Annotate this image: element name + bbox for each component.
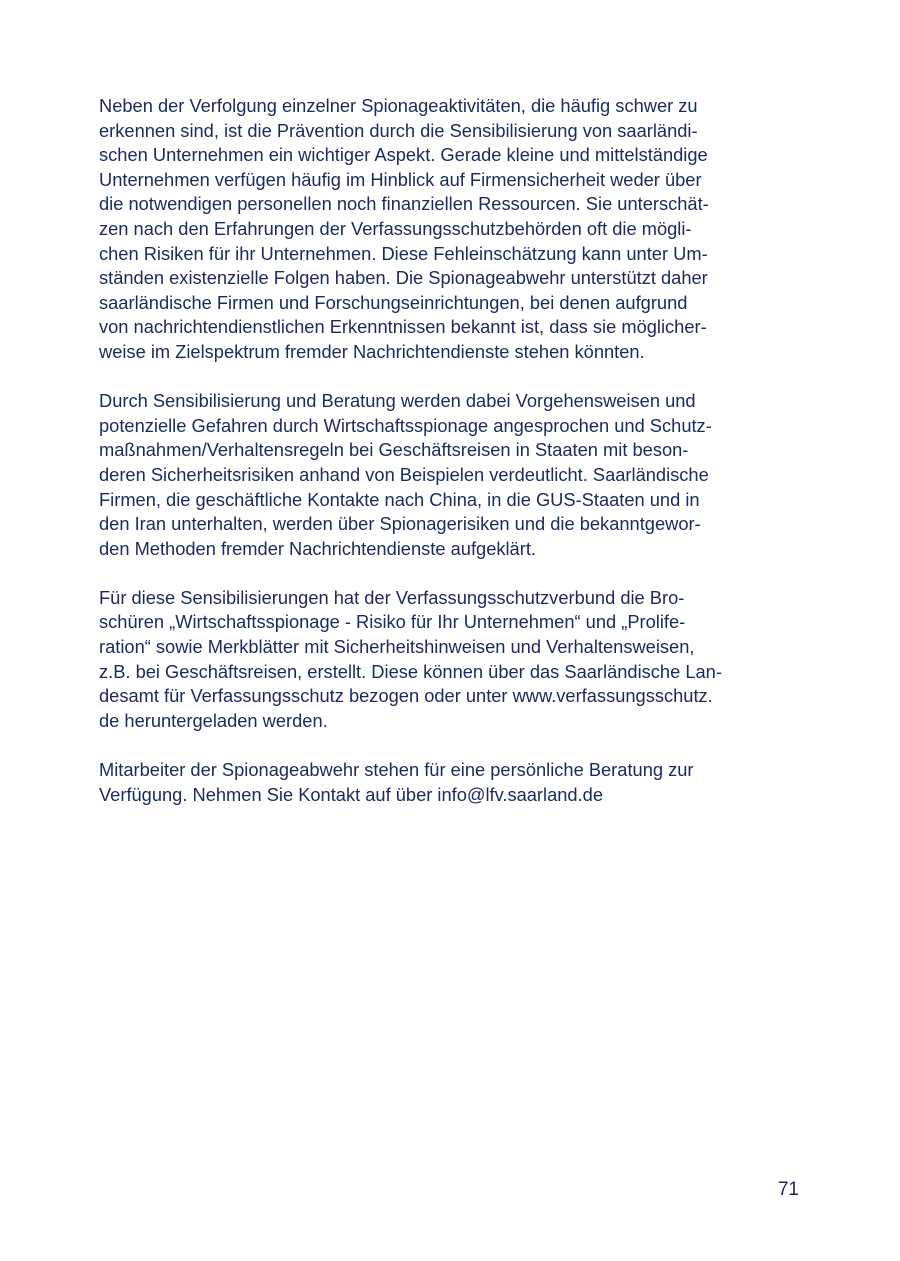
text-line: ständen existenzielle Folgen haben. Die Spionageabwehr unterstützt daher	[99, 267, 708, 289]
text-line: maßnahmen/Verhaltensregeln bei Geschäftsreisen in Staaten mit beson-	[99, 439, 689, 461]
paragraph-brochures	[99, 586, 801, 734]
text-line: ration“ sowie Merkblätter mit Sicherheitshinweisen und Verhaltensweisen,	[99, 636, 695, 658]
text-line: de heruntergeladen werden.	[99, 709, 328, 731]
text-line: saarländische Firmen und Forschungseinrichtungen, bei denen aufgrund	[99, 291, 688, 313]
text-line: Durch Sensibilisierung und Beratung werden dabei Vorgehensweisen und	[99, 390, 696, 412]
text-line: die notwendigen personellen noch finanziellen Ressourcen. Sie unterschät-	[99, 193, 709, 215]
text-line: den Iran unterhalten, werden über Spionagerisiken und die bekanntgewor-	[99, 513, 701, 535]
text-line: schen Unternehmen ein wichtiger Aspekt. Gerade kleine und mittelständige	[99, 144, 708, 166]
text-line: zen nach den Erfahrungen der Verfassungsschutzbehörden oft die mögli-	[99, 217, 692, 239]
text-line: Mitarbeiter der Spionageabwehr stehen für eine persönliche Beratung zur	[99, 759, 694, 781]
text-line: erkennen sind, ist die Prävention durch die Sensibilisierung von saarländi-	[99, 119, 698, 141]
text-line: Unternehmen verfügen häufig im Hinblick auf Firmensicherheit weder über	[99, 168, 702, 190]
paragraph-prevention	[99, 94, 801, 365]
text-line: potenzielle Gefahren durch Wirtschaftsspionage angesprochen und Schutz-	[99, 414, 712, 436]
text-line: Für diese Sensibilisierungen hat der Verfassungsschutzverbund die Bro-	[99, 586, 685, 608]
text-line: deren Sicherheitsrisiken anhand von Beispielen verdeutlicht. Saarländische	[99, 463, 709, 485]
page-number: 71	[777, 1179, 799, 1200]
paragraph-contact	[99, 758, 801, 807]
paragraph-sensitization	[99, 389, 801, 561]
text-line: z.B. bei Geschäftsreisen, erstellt. Diese können über das Saarländische Lan-	[99, 660, 722, 682]
text-line: Neben der Verfolgung einzelner Spionageaktivitäten, die häufig schwer zu	[99, 95, 698, 116]
text-line: schüren „Wirtschaftsspionage - Risiko für Ihr Unternehmen“ und „Prolife-	[99, 611, 686, 633]
body-text	[99, 94, 801, 832]
text-line: Firmen, die geschäftliche Kontakte nach China, in die GUS-Staaten und in	[99, 488, 700, 510]
text-line: den Methoden fremder Nachrichtendienste aufgeklärt.	[99, 537, 536, 559]
text-line: von nachrichtendienstlichen Erkenntnissen bekannt ist, dass sie möglicher-	[99, 316, 707, 338]
text-line: desamt für Verfassungsschutz bezogen oder unter www.verfassungsschutz.	[99, 685, 713, 707]
text-line: chen Risiken für ihr Unternehmen. Diese Fehleinschätzung kann unter Um-	[99, 242, 708, 264]
text-line: weise im Zielspektrum fremder Nachrichtendienste stehen könnten.	[99, 340, 645, 362]
text-line: Verfügung. Nehmen Sie Kontakt auf über info@lfv.saarland.de	[99, 783, 604, 805]
